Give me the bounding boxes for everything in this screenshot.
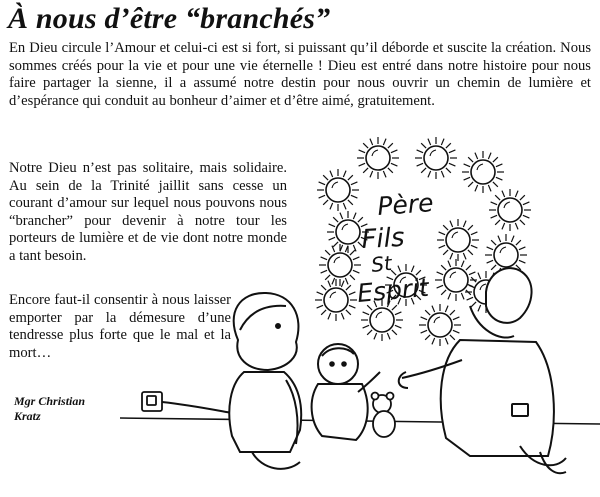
paragraph-intro: En Dieu circule l’Amour et celui-ci est si fort, si puissant qu’il déborde et suscite la création. Nous sommes créés pour la vie et pour une vie éternelle ! Dieu est entré dans notre histoire pour nous faire partager la sienne, il a assumé notre destin pour nous ouvrir un chemin de lumière et d’espérance qui conduit au bonheur d’aimer et d’être aimé, gratuitement. [9,40,591,109]
illustration-word-fils: Fils [360,222,406,255]
power-cord [162,402,232,413]
page-title: À nous d’être “branchés” [8,2,331,35]
light-bulb [462,151,504,193]
light-bulb [435,259,477,301]
child-figure-left [229,293,301,469]
illustration-word-st: St [370,250,393,277]
light-bulb [419,304,461,346]
light-bulb [317,169,359,211]
light-bulb [437,219,479,261]
baby-figure [312,344,380,440]
light-bulb [315,279,357,321]
illustration-word-pere: Père [376,188,435,221]
light-bulb [319,244,361,286]
light-bulb [415,137,457,179]
author-signature-line2: Kratz [14,409,41,423]
light-bulb [489,189,531,231]
paragraph-conclusion: Encore faut-il consentir à nous laisser emporter par la démesure d’une tendresse plus forte que le mal et la mort… [9,292,231,361]
author-signature-line1: Mgr Christian [14,394,86,408]
wall-socket [142,392,162,411]
illustration-word-esprit: Esprit [355,272,430,308]
light-bulb [357,137,399,179]
paragraph-trinity: Notre Dieu n’est pas solitaire, mais solidaire. Au sein de la Trinité jaillit sans cesse un courant d’amour sur lequel nous pouvons nous “brancher” pour devenir à notre tour les porteurs de lumière et de vie dont notre monde a tant besoin. [9,160,287,264]
teddy-bear [372,393,396,438]
